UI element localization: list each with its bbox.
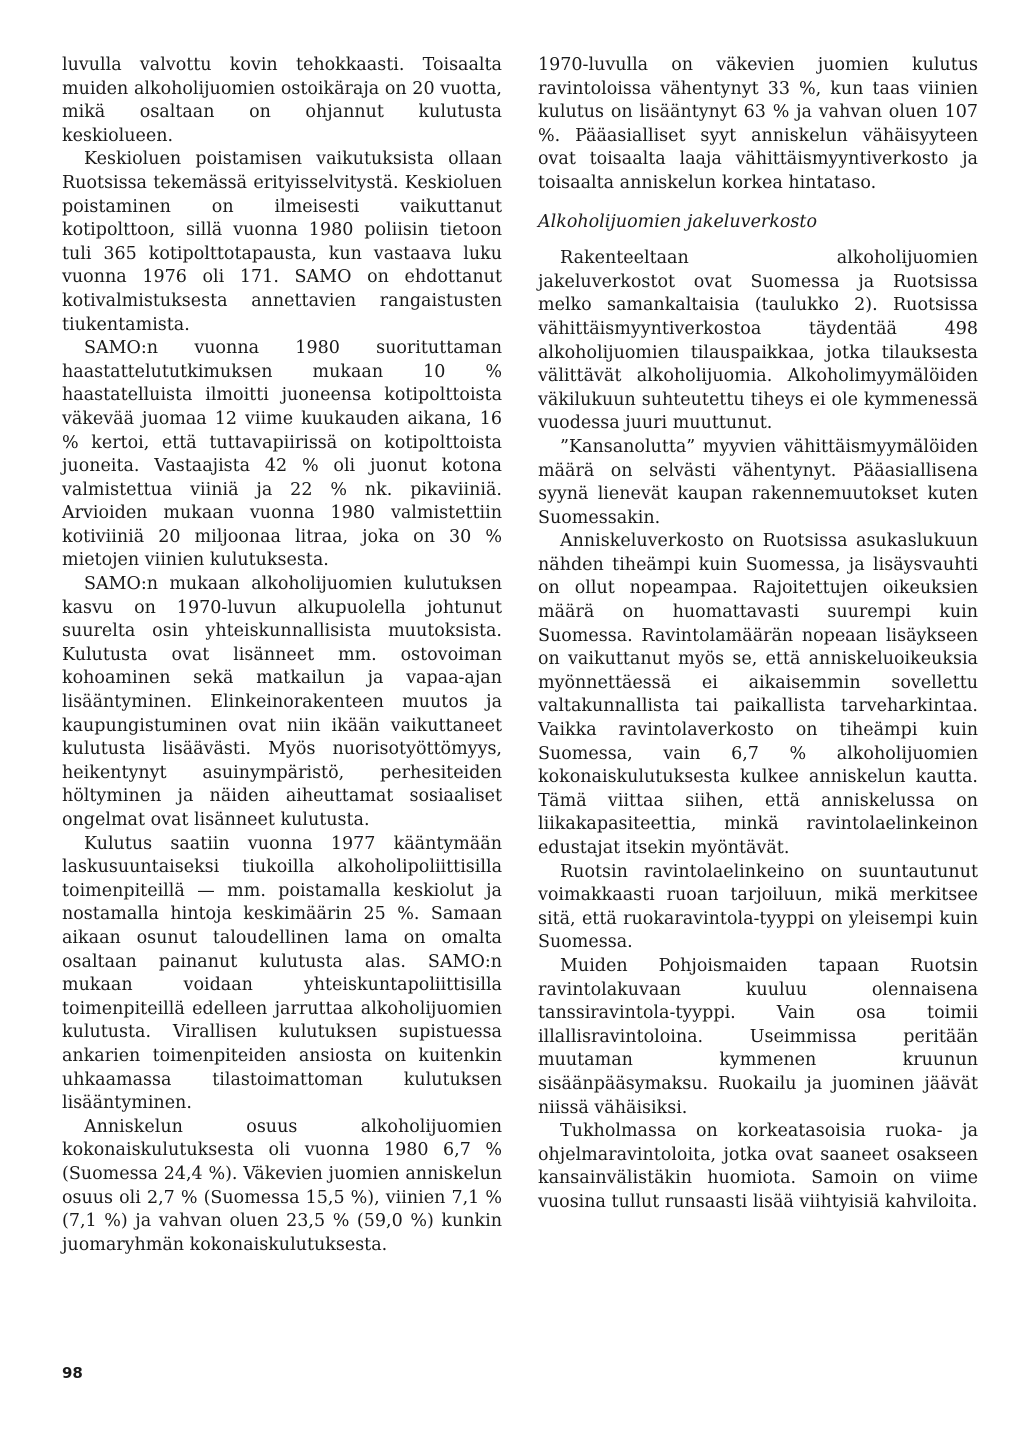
right-text-column — [538, 54, 978, 1215]
paragraph: Muiden Pohjoismaiden tapaan Ruotsin ravintolakuvaan kuuluu olennaisena tanssiravintola-tyyppi. Vain osa toimii illallisravintoloina. Useimmissa peritään muutaman kymmenen kruunun sisäänpääsymaksu. Ruokailu ja juominen jäävät niissä vähäisiksi. — [538, 955, 978, 1118]
section-heading: Alkoholijuomien jakeluverkosto — [538, 211, 817, 232]
paragraph: Anniskeluverkosto on Ruotsissa asukaslukuun nähden tiheämpi kuin Suomessa, ja lisäysvauhti on ollut nopeampaa. Rajoitettujen oikeuksien määrä on huomattavasti suurempi kuin Suomessa. Ravintolamäärän nopeaan lisäykseen on vaikuttanut myös se, että anniskeluoikeuksia myönnettäessä ei aikaisemmin sovellettu valtakunnallista tai paikallista tarveharkintaa. Vaikka ravintolaverkosto on tiheämpi kuin Suomessa, vain 6,7 % alkoholijuomien kokonaiskulutuksesta kulkee anniskelun kautta. Tämä viittaa siihen, että anniskelussa on liikakapasiteettia, minkä ravintolaelinkeinon edustajat itsekin myöntävät. — [538, 531, 978, 858]
paragraph: Kulutus saatiin vuonna 1977 kääntymään laskusuuntaiseksi tiukoilla alkoholipoliittisilla toimenpiteillä — mm. poistamalla keskiolut ja nostamalla hintoja keskimäärin 25 %. Samaan aikaan osunut taloudellinen lama on omalta osaltaan painanut kulutusta alas. SAMO:n mukaan voidaan yhteiskuntapoliittisilla toimenpiteillä edelleen jarruttaa alkoholijuomien kulutusta. Virallisen kulutuksen supistuessa ankarien toimenpiteiden ansiosta on kuitenkin uhkaamassa tilastoimattoman kulutuksen lisääntyminen. — [62, 833, 502, 1114]
paragraph: SAMO:n vuonna 1980 suorituttaman haastattelututkimuksen mukaan 10 % haastatelluista ilmoitti juoneensa kotipolttoista väkevää juomaa 12 viime kuukauden aikana, 16 % kertoi, että tuttavapiirissä on kotipolttoista juoneita. Vastaajista 42 % oli juonut kotona valmistettua viiniä ja 22 % nk. pikaviiniä. Arvioiden mukaan vuonna 1980 valmistettiin kotiviiniä 20 miljoonaa litraa, joka on 30 % mietojen viinien kulutuksesta. — [62, 338, 502, 571]
page-number: 98 — [62, 1364, 83, 1382]
paragraph: ”Kansanolutta” myyvien vähittäismyymälöiden määrä on selvästi vähentynyt. Pääasiallisena syynä lienevät kaupan rakennemuutokset kuten Suomessakin. — [538, 436, 978, 528]
left-text-column — [62, 54, 502, 1257]
paragraph: Rakenteeltaan alkoholijuomien jakeluverkostot ovat Suomessa ja Ruotsissa melko samankaltaisia (taulukko 2). Ruotsissa vähittäismyyntiverkostoa täydentää 498 alkoholijuomien tilauspaikkaa, jotka tilauksesta välittävät alkoholijuomia. Alkoholimyymälöiden väkilukuun suhteutettu tiheys ei ole kymmenessä vuodessa juuri muuttunut. — [538, 248, 978, 434]
paragraph: SAMO:n mukaan alkoholijuomien kulutuksen kasvu on 1970-luvun alkupuolella johtunut suurelta osin yhteiskunnallisista muutoksista. Kulutusta ovat lisänneet mm. ostovoiman kohoaminen sekä matkailun ja vapaa-ajan lisääntyminen. Elinkeinorakenteen muutos ja kaupungistuminen ovat niin ikään vaikuttaneet kulutusta lisäävästi. Myös nuorisotyöttömyys, heikentynyt asuinympäristö, perhesiteiden höltyminen ja näiden aiheuttamat sosiaaliset ongelmat ovat lisänneet kulutusta. — [62, 574, 502, 830]
paragraph: Anniskelun osuus alkoholijuomien kokonaiskulutuksesta oli vuonna 1980 6,7 % (Suomessa 24,4 %). Väkevien juomien anniskelun osuus oli 2,7 % (Suomessa 15,5 %), viinien 7,1 % (7,1 %) ja vahvan oluen 23,5 % (59,0 %) kunkin juomaryhmän kokonaiskulutuksesta. — [62, 1116, 502, 1255]
paragraph: 1970-luvulla on väkevien juomien kulutus ravintoloissa vähentynyt 33 %, kun taas viinien kulutus on lisääntynyt 63 % ja vahvan oluen 107 %. Pääasialliset syyt anniskelun vähäisyyteen ovat toisaalta laaja vähittäismyyntiverkosto ja toisaalta anniskelun korkea hintataso. — [538, 55, 978, 193]
paragraph: luvulla valvottu kovin tehokkaasti. Toisaalta muiden alkoholijuomien ostoikäraja on 20 vuotta, mikä osaltaan on ohjannut kulutusta keskiolueen. — [62, 55, 502, 146]
paragraph: Ruotsin ravintolaelinkeino on suuntautunut voimakkaasti ruoan tarjoiluun, mikä merkitsee sitä, että ruokaravintola-tyyppi on yleisempi kuin Suomessa. — [538, 861, 978, 953]
paragraph: Keskioluen poistamisen vaikutuksista ollaan Ruotsissa tekemässä erityisselvitystä. Keskioluen poistaminen on ilmeisesti vaikuttanut kotipolttoon, sillä vuonna 1980 poliisin tietoon tuli 365 kotipolttotapausta, kun vastaava luku vuonna 1976 oli 171. SAMO on ehdottanut kotivalmistuksesta annettavien rangaistusten tiukentamista. — [62, 149, 502, 335]
paragraph: Tukholmassa on korkeatasoisia ruoka- ja ohjelmaravintoloita, jotka ovat saaneet osakseen kansainvälistäkin huomiota. Samoin on viime vuosina tullut runsaasti lisää viihtyisiä kahviloita. — [538, 1121, 978, 1212]
